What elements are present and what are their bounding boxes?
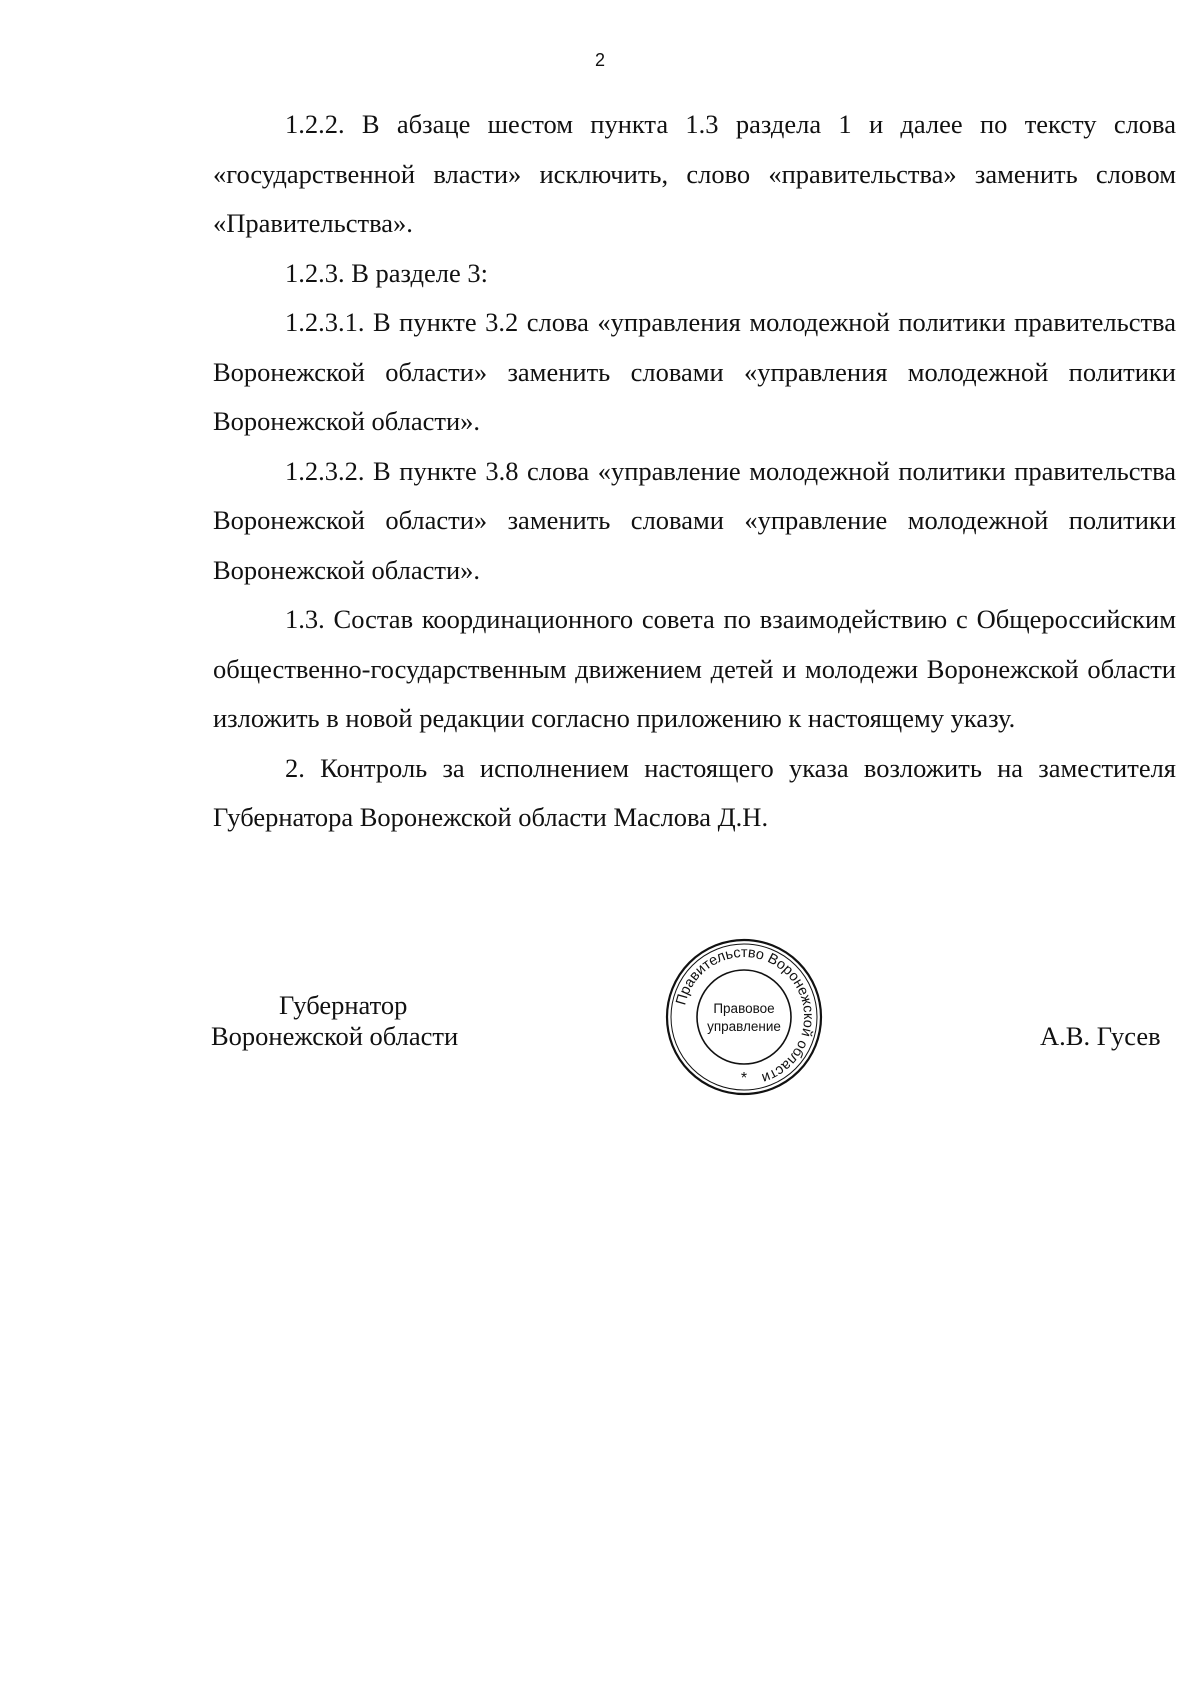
paragraph-1-2-3: 1.2.3. В разделе 3: [285,257,489,288]
seal-inner-line1: Правовое [713,1001,775,1016]
seal-outer-text: Правительство Воронежской области [673,944,817,1086]
paragraph-1-3: 1.3. Состав координационного совета по взаимодействию с Общероссийским общественно-государственным движением детей и молодежи Воронежской области изложить в новой редакции согласно приложению к настоящему указу. [213,604,1176,733]
signatory-name: А.В. Гусев [1040,1021,1161,1051]
signatory-region: Воронежской области [211,1021,459,1051]
paragraph-2: 2. Контроль за исполнением настоящего указа возложить на заместителя Губернатора Воронежской области Маслова Д.Н. [213,752,1176,832]
body-text [213,100,1176,843]
seal-star: * [740,1070,748,1087]
paragraph-1-2-3-2: 1.2.3.2. В пункте 3.8 слова «управление молодежной политики правительства Воронежской области» заменить словами «управление молодежной политики Воронежской области». [213,455,1176,585]
signatory-title: Губернатор [279,990,408,1020]
official-seal-stamp [664,937,824,1097]
paragraph-1-2-2: 1.2.2. В абзаце шестом пункта 1.3 раздела 1 и далее по тексту слова «государственной власти» исключить, слово «правительства» заменить словом «Правительства». [213,109,1176,238]
paragraph-1-2-3-1: 1.2.3.1. В пункте 3.2 слова «управления молодежной политики правительства Воронежской области» заменить словами «управления молодежной политики Воронежской области». [213,307,1176,436]
signatory-position [211,990,458,1052]
seal-inner-line2: управление [707,1019,781,1034]
page-number: 2 [594,50,605,70]
